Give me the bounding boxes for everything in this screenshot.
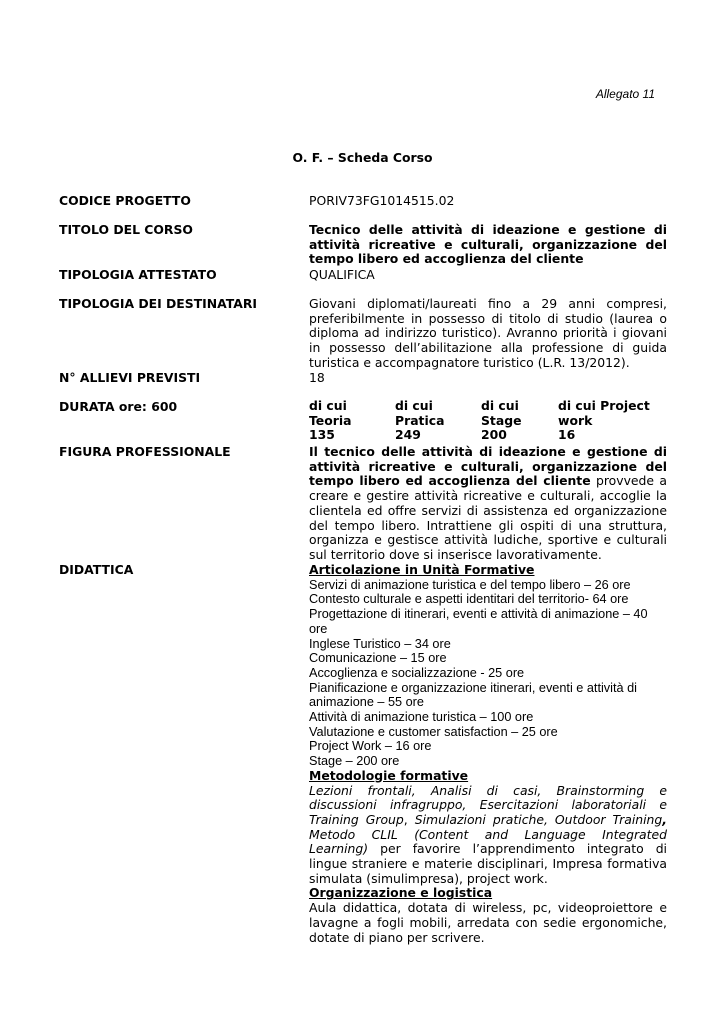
destinatari-label: TIPOLOGIA DEI DESTINATARI xyxy=(59,296,257,311)
logistics-text: Aula didattica, dotata di wireless, pc, videoproiettore e lavagne a fogli mobili, arredata con sedie ergonomiche, dotate di piano per scrivere. xyxy=(309,900,667,945)
unit-item: Comunicazione – 15 ore xyxy=(309,651,447,666)
methods-bold-comma: , xyxy=(662,811,667,827)
allievi-value: 18 xyxy=(309,370,325,385)
codice-label: CODICE PROGETTO xyxy=(59,193,191,208)
figura-value xyxy=(309,445,667,563)
unit-item: Contesto culturale e aspetti identitari del territorio- 64 ore xyxy=(309,592,629,607)
unit-item: Attività di animazione turistica – 100 ore xyxy=(309,710,534,725)
unit-item: Stage – 200 ore xyxy=(309,754,400,769)
durata-teoria xyxy=(309,399,409,443)
titolo-value: Tecnico delle attività di ideazione e gestione di attività ricreative e culturali, organizzazione del tempo libero ed accoglienza del cliente xyxy=(309,222,667,267)
durata-stage-value: 200 xyxy=(481,427,507,443)
durata-teoria-line1: di cui xyxy=(309,398,347,413)
unit-item: Accoglienza e socializzazione - 25 ore xyxy=(309,665,525,680)
unit-item: Pianificazione e organizzazione itinerari, eventi e attività di animazione – 55 ore xyxy=(309,680,637,710)
methods-heading: Metodologie formative xyxy=(309,767,469,783)
figura-label: FIGURA PROFESSIONALE xyxy=(59,444,231,459)
units-list xyxy=(309,578,667,769)
durata-project-work xyxy=(558,399,668,443)
durata-project-value: 16 xyxy=(558,427,576,443)
destinatari-value: Giovani diplomati/laureati fino a 29 anni compresi, preferibilmente in possesso di titolo di studio (laurea o diploma ad indirizzo turistico). Avranno priorità i giovani in possesso dell’abilitazione alla professione di guida turistica e accompagnatore turistico (L.R. 13/2012). xyxy=(309,296,667,370)
durata-pratica-value: 249 xyxy=(395,427,421,443)
logistics-heading: Organizzazione e logistica xyxy=(309,885,493,901)
durata-teoria-value: 135 xyxy=(309,427,335,443)
durata-stage-line2: Stage xyxy=(481,412,522,428)
durata-pratica xyxy=(395,399,495,443)
durata-project-line2: work xyxy=(558,412,593,428)
durata-stage-line1: di cui xyxy=(481,398,519,413)
attestato-label: TIPOLOGIA ATTESTATO xyxy=(59,267,217,282)
unit-item: Inglese Turistico – 34 ore xyxy=(309,636,451,651)
methods-italic-3: Metodo CLIL (Content and Language Integrated Learning) xyxy=(309,826,667,857)
unit-item: Progettazione di itinerari, eventi e attività di animazione – 40 ore xyxy=(309,607,648,636)
codice-value: PORIV73FG1014515.02 xyxy=(309,193,455,208)
methods-rest: per favorire l’apprendimento integrato di lingue straniere e materie disciplinari, Impresa formativa simulata (simulimpresa), project work. xyxy=(309,841,667,886)
allievi-label: N° ALLIEVI PREVISTI xyxy=(59,370,201,385)
figura-bold-text: Il tecnico delle attività di ideazione e gestione di attività ricreative e culturali, organizzazione del tempo libero ed accoglienza del cliente xyxy=(309,444,667,489)
unit-item: Valutazione e customer satisfaction – 25 ore xyxy=(309,724,558,739)
unit-item: Servizi di animazione turistica e del tempo libero – 26 ore xyxy=(309,577,631,592)
durata-pratica-line2: Pratica xyxy=(395,412,445,428)
units-heading: Articolazione in Unità Formative xyxy=(309,562,535,577)
figura-description: provvede a creare e gestire attività ricreative e culturali, accoglie la clientela ed offre servizi di assistenza ed organizzazione del tempo libero. Intrattiene gli ospiti di una struttura, organizza e gestisce attività ludiche, sportive e culturali sul territorio dove si inserisce lavorativamente. xyxy=(309,473,667,562)
durata-label: DURATA ore: 600 xyxy=(59,399,178,414)
attestato-value: QUALIFICA xyxy=(309,267,375,282)
methods-text xyxy=(309,784,667,887)
durata-pratica-line1: di cui xyxy=(395,398,433,413)
durata-project-line1: di cui Project xyxy=(558,398,650,413)
titolo-label: TITOLO DEL CORSO xyxy=(59,222,193,237)
page-title: O. F. – Scheda Corso xyxy=(292,150,433,165)
didattica-label: DIDATTICA xyxy=(59,562,134,577)
methods-italic-1: Lezioni frontali, Analisi di casi, Brainstorming e discussioni infragruppo, Esercitazioni laboratoriali e Training Group xyxy=(309,782,667,827)
durata-teoria-line2: Teoria xyxy=(309,412,352,428)
methods-comma-1: , xyxy=(403,811,408,827)
annex-label: Allegato 11 xyxy=(595,87,655,101)
didattica-content xyxy=(309,563,667,945)
methods-italic-2: Simulazioni pratiche, Outdoor Training xyxy=(407,811,663,827)
unit-item: Project Work – 16 ore xyxy=(309,739,432,754)
